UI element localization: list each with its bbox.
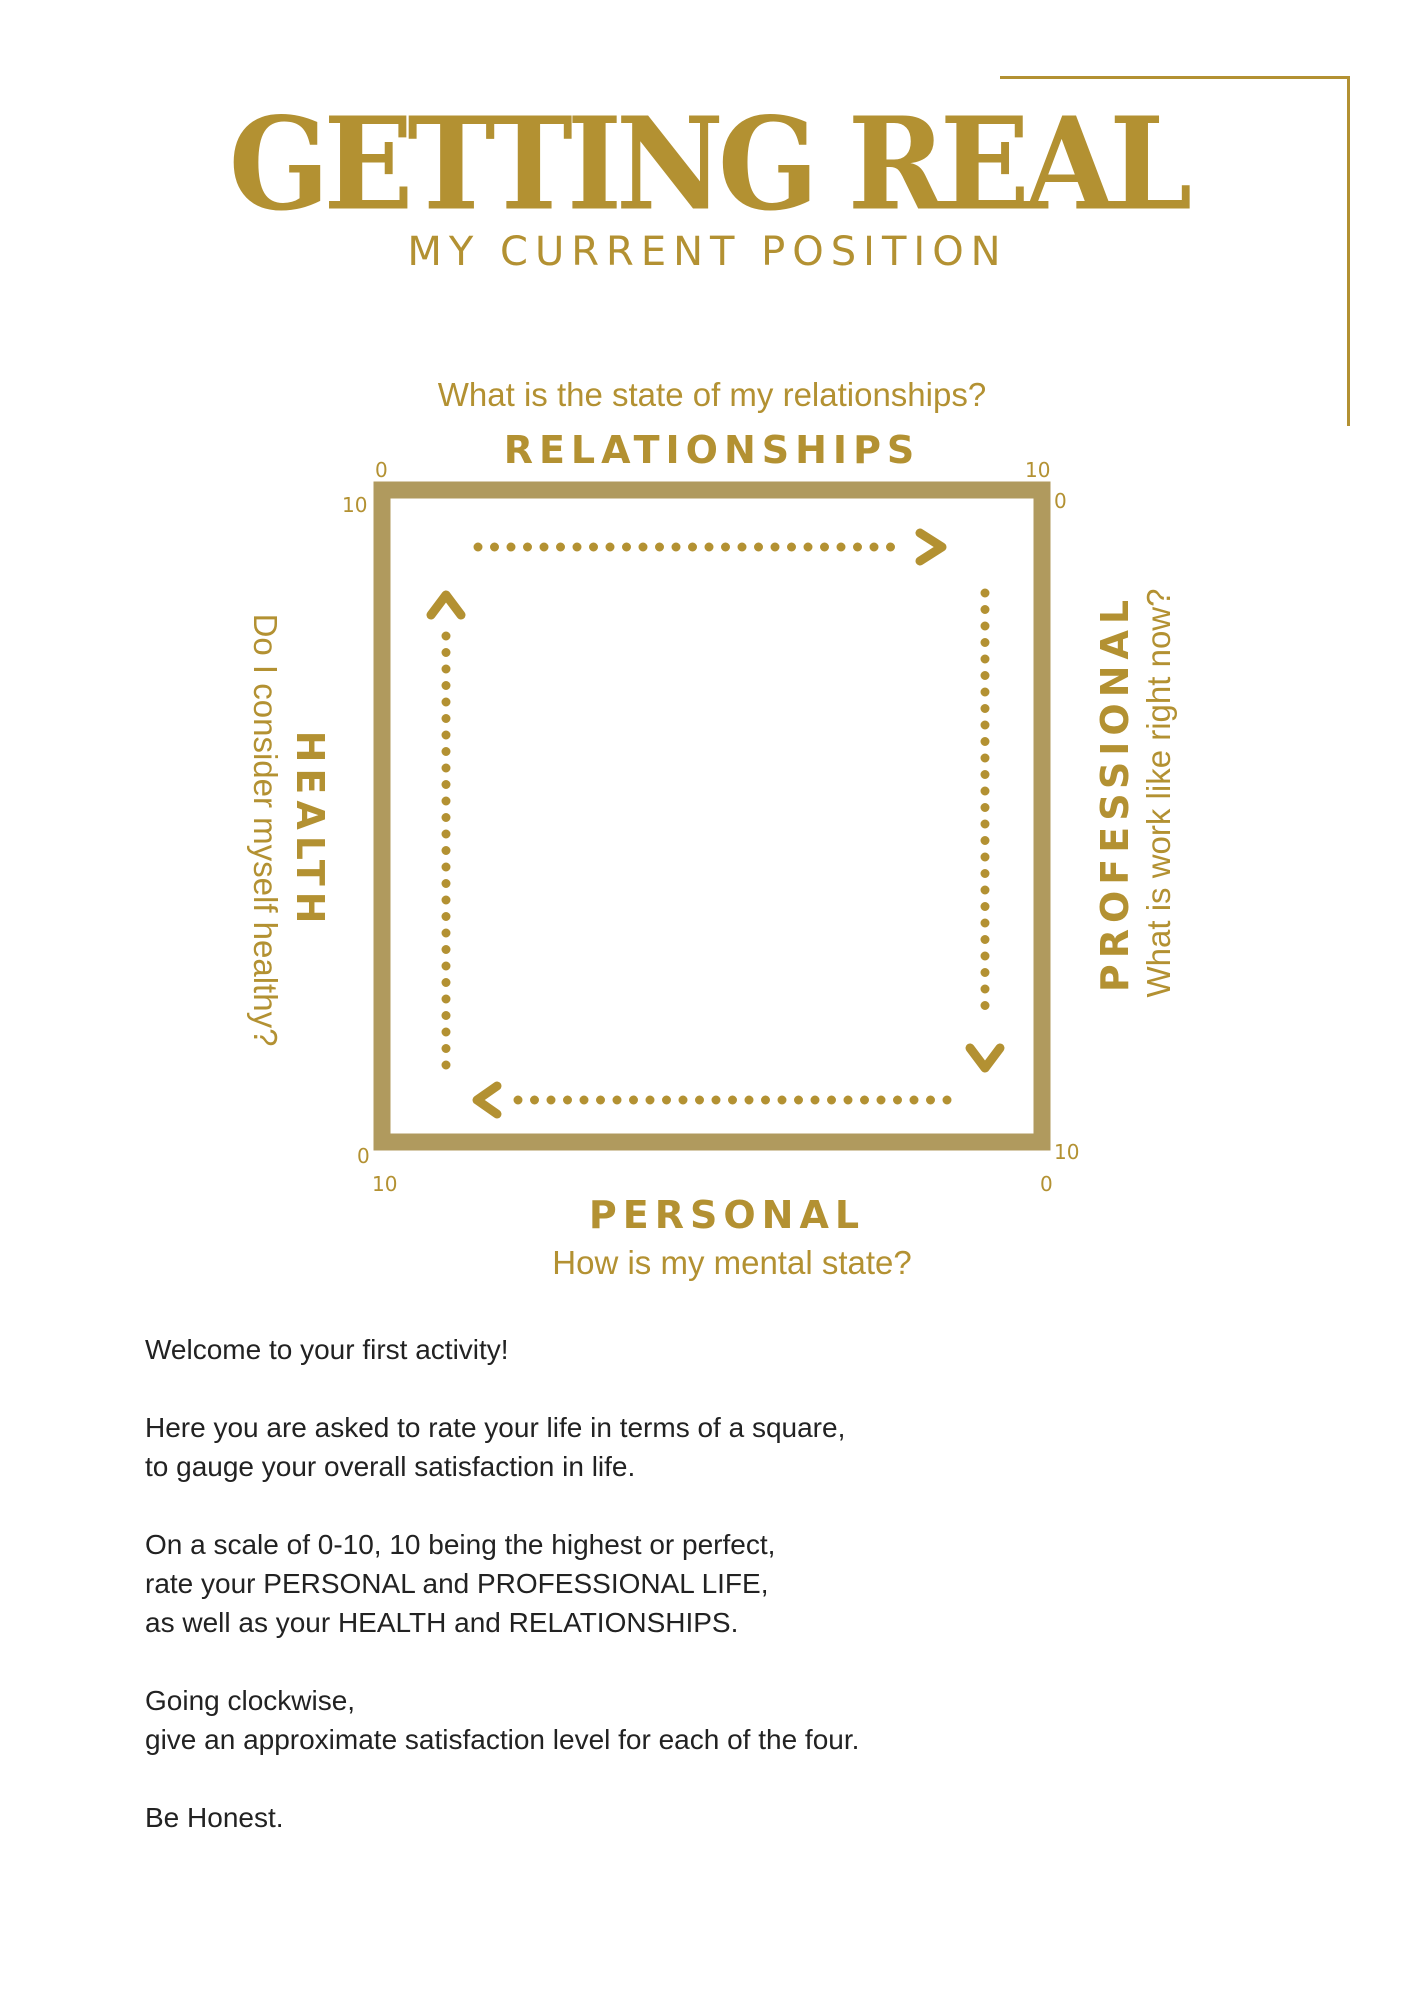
dotted-arrow-right [970, 593, 1000, 1068]
health-label: HEALTH [288, 730, 332, 930]
professional-question: What is work like right now? [1140, 588, 1177, 998]
instructions-text [145, 1330, 1245, 1876]
scale-top-left-max: 10 [342, 493, 368, 517]
instructions-line: as well as your HEALTH and RELATIONSHIPS. [145, 1607, 739, 1638]
scale-top-right-min: 0 [1054, 489, 1067, 513]
instructions-line: On a scale of 0-10, 10 being the highest or perfect, [145, 1529, 776, 1560]
dotted-arrow-bottom [477, 1086, 947, 1114]
scale-top-right-max: 10 [1025, 458, 1051, 482]
scale-bottom-left-max: 10 [372, 1172, 398, 1196]
personal-label: PERSONAL [588, 1193, 866, 1237]
instructions-paragraph-1 [145, 1330, 1245, 1369]
scale-top-left-min: 0 [375, 458, 388, 482]
health-question: Do I consider myself healthy? [247, 613, 284, 1047]
rating-square [382, 490, 1042, 1142]
instructions-line: Here you are asked to rate your life in terms of a square, [145, 1412, 846, 1443]
page-subtitle: MY CURRENT POSITION [407, 229, 1008, 275]
instructions-line: rate your PERSONAL and PROFESSIONAL LIFE, [145, 1568, 769, 1599]
professional-label: PROFESSIONAL [1093, 593, 1137, 993]
personal-question: How is my mental state? [552, 1244, 912, 1281]
relationships-question: What is the state of my relationships? [437, 376, 987, 413]
instructions-line: Going clockwise, [145, 1685, 356, 1716]
instructions-paragraph-5 [145, 1798, 1245, 1837]
rating-square-diagram [0, 360, 1415, 1320]
relationships-label: RELATIONSHIPS [503, 428, 921, 472]
instructions-paragraph-2 [145, 1408, 1245, 1486]
page-title: GETTING REAL [228, 88, 1187, 239]
dotted-arrow-left [431, 595, 461, 1065]
instructions-line: give an approximate satisfaction level for each of the four. [145, 1724, 860, 1755]
instructions-paragraph-4 [145, 1681, 1245, 1759]
instructions-line: Welcome to your first activity! [145, 1334, 509, 1365]
instructions-line: Be Honest. [145, 1802, 284, 1833]
instructions-paragraph-3 [145, 1525, 1245, 1642]
scale-bottom-left-min: 0 [357, 1144, 370, 1168]
scale-bottom-right-max: 10 [1054, 1140, 1080, 1164]
scale-bottom-right-min: 0 [1040, 1172, 1053, 1196]
instructions-line: to gauge your overall satisfaction in life. [145, 1451, 636, 1482]
dotted-arrow-top [478, 533, 942, 561]
